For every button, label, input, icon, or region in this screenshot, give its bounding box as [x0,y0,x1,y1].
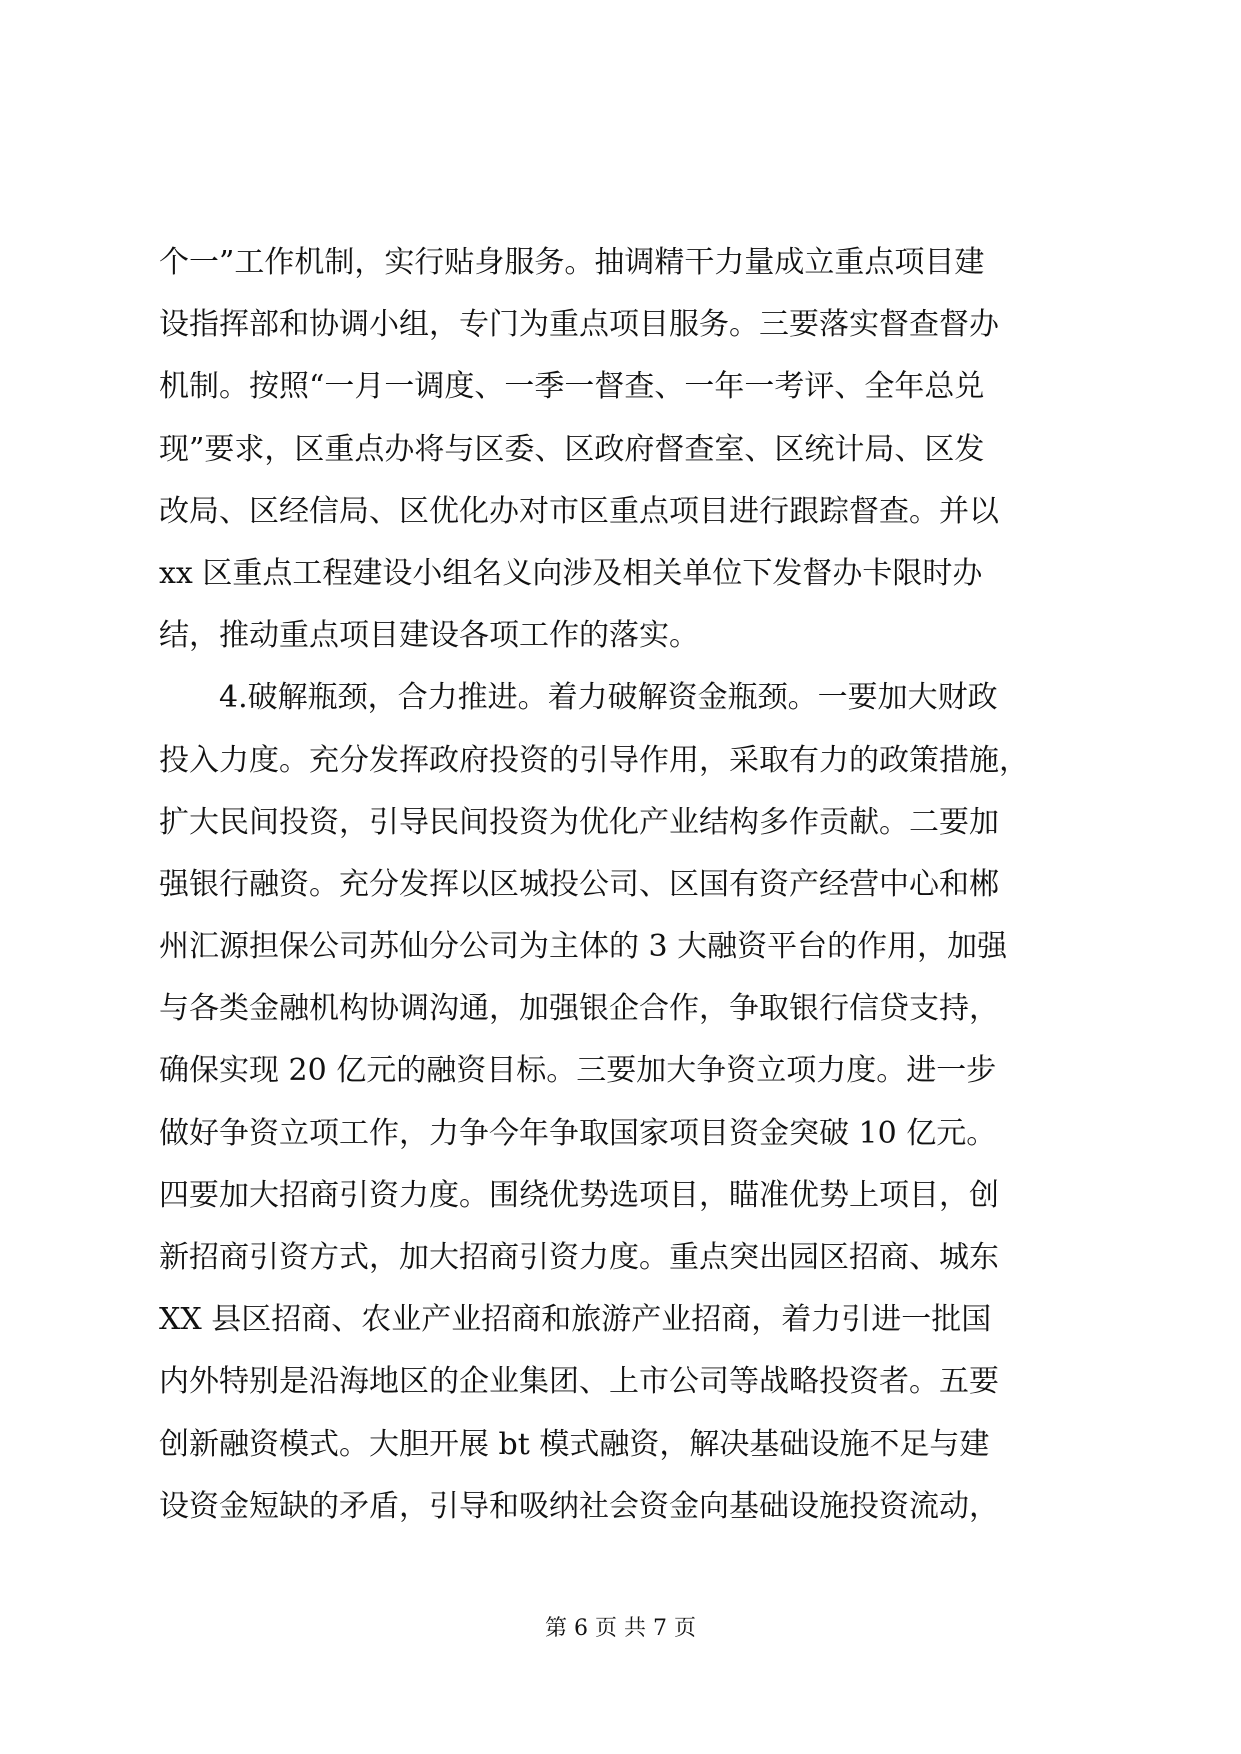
text-line: 创新融资模式。大胆开展 bt 模式融资，解决基础设施不足与建 [159,1426,990,1462]
text-line: 结，推动重点项目建设各项工作的落实。 [159,618,699,654]
text-line: 新招商引资方式，加大招商引资力度。重点突出园区招商、城东 [159,1240,999,1275]
text-line: XX 县区招商、农业产业招商和旅游产业招商，着力引进一批国 [159,1302,992,1338]
text-line: 与各类金融机构协调沟通，加强银企合作，争取银行信贷支持， [159,991,999,1027]
text-line: 扩大民间投资，引导民间投资为优化产业结构多作贡献。二要加 [159,804,999,840]
body-text [159,232,1089,1538]
page-number: 第 6 页 共 7 页 [545,1616,696,1641]
text-line: 强银行融资。充分发挥以区城投公司、区国有资产经营中心和郴 [159,866,999,902]
text-line: 投入力度。充分发挥政府投资的引导作用，采取有力的政策措施， [159,742,1029,778]
text-line: 设指挥部和协调小组，专门为重点项目服务。三要落实督查督办 [159,307,999,343]
text-line: 确保实现 20 亿元的融资目标。三要加大争资立项力度。进一步 [159,1053,997,1089]
text-line: 设资金短缺的矛盾，引导和吸纳社会资金向基础设施投资流动， [159,1488,999,1524]
text-line: 现”要求，区重点办将与区委、区政府督查室、区统计局、区发 [159,431,985,467]
text-line: 改局、区经信局、区优化办对市区重点项目进行跟踪督查。并以 [159,493,999,529]
text-line: 4.破解瓶颈，合力推进。着力破解资金瓶颈。一要加大财政 [159,680,998,716]
text-line: 四要加大招商引资力度。围绕优势选项目，瞄准优势上项目，创 [159,1177,999,1213]
text-line: 个一”工作机制，实行贴身服务。抽调精干力量成立重点项目建 [159,245,985,280]
text-line: xx 区重点工程建设小组名义向涉及相关单位下发督办卡限时办 [159,555,983,591]
text-line: 做好争资立项工作，力争今年争取国家项目资金突破 10 亿元。 [159,1115,997,1151]
text-line: 机制。按照“一月一调度、一季一督查、一年一考评、全年总兑 [159,369,985,405]
text-line: 内外特别是沿海地区的企业集团、上市公司等战略投资者。五要 [159,1364,999,1400]
text-line: 州汇源担保公司苏仙分公司为主体的 3 大融资平台的作用，加强 [159,929,1008,965]
page-footer [0,1614,1241,1644]
